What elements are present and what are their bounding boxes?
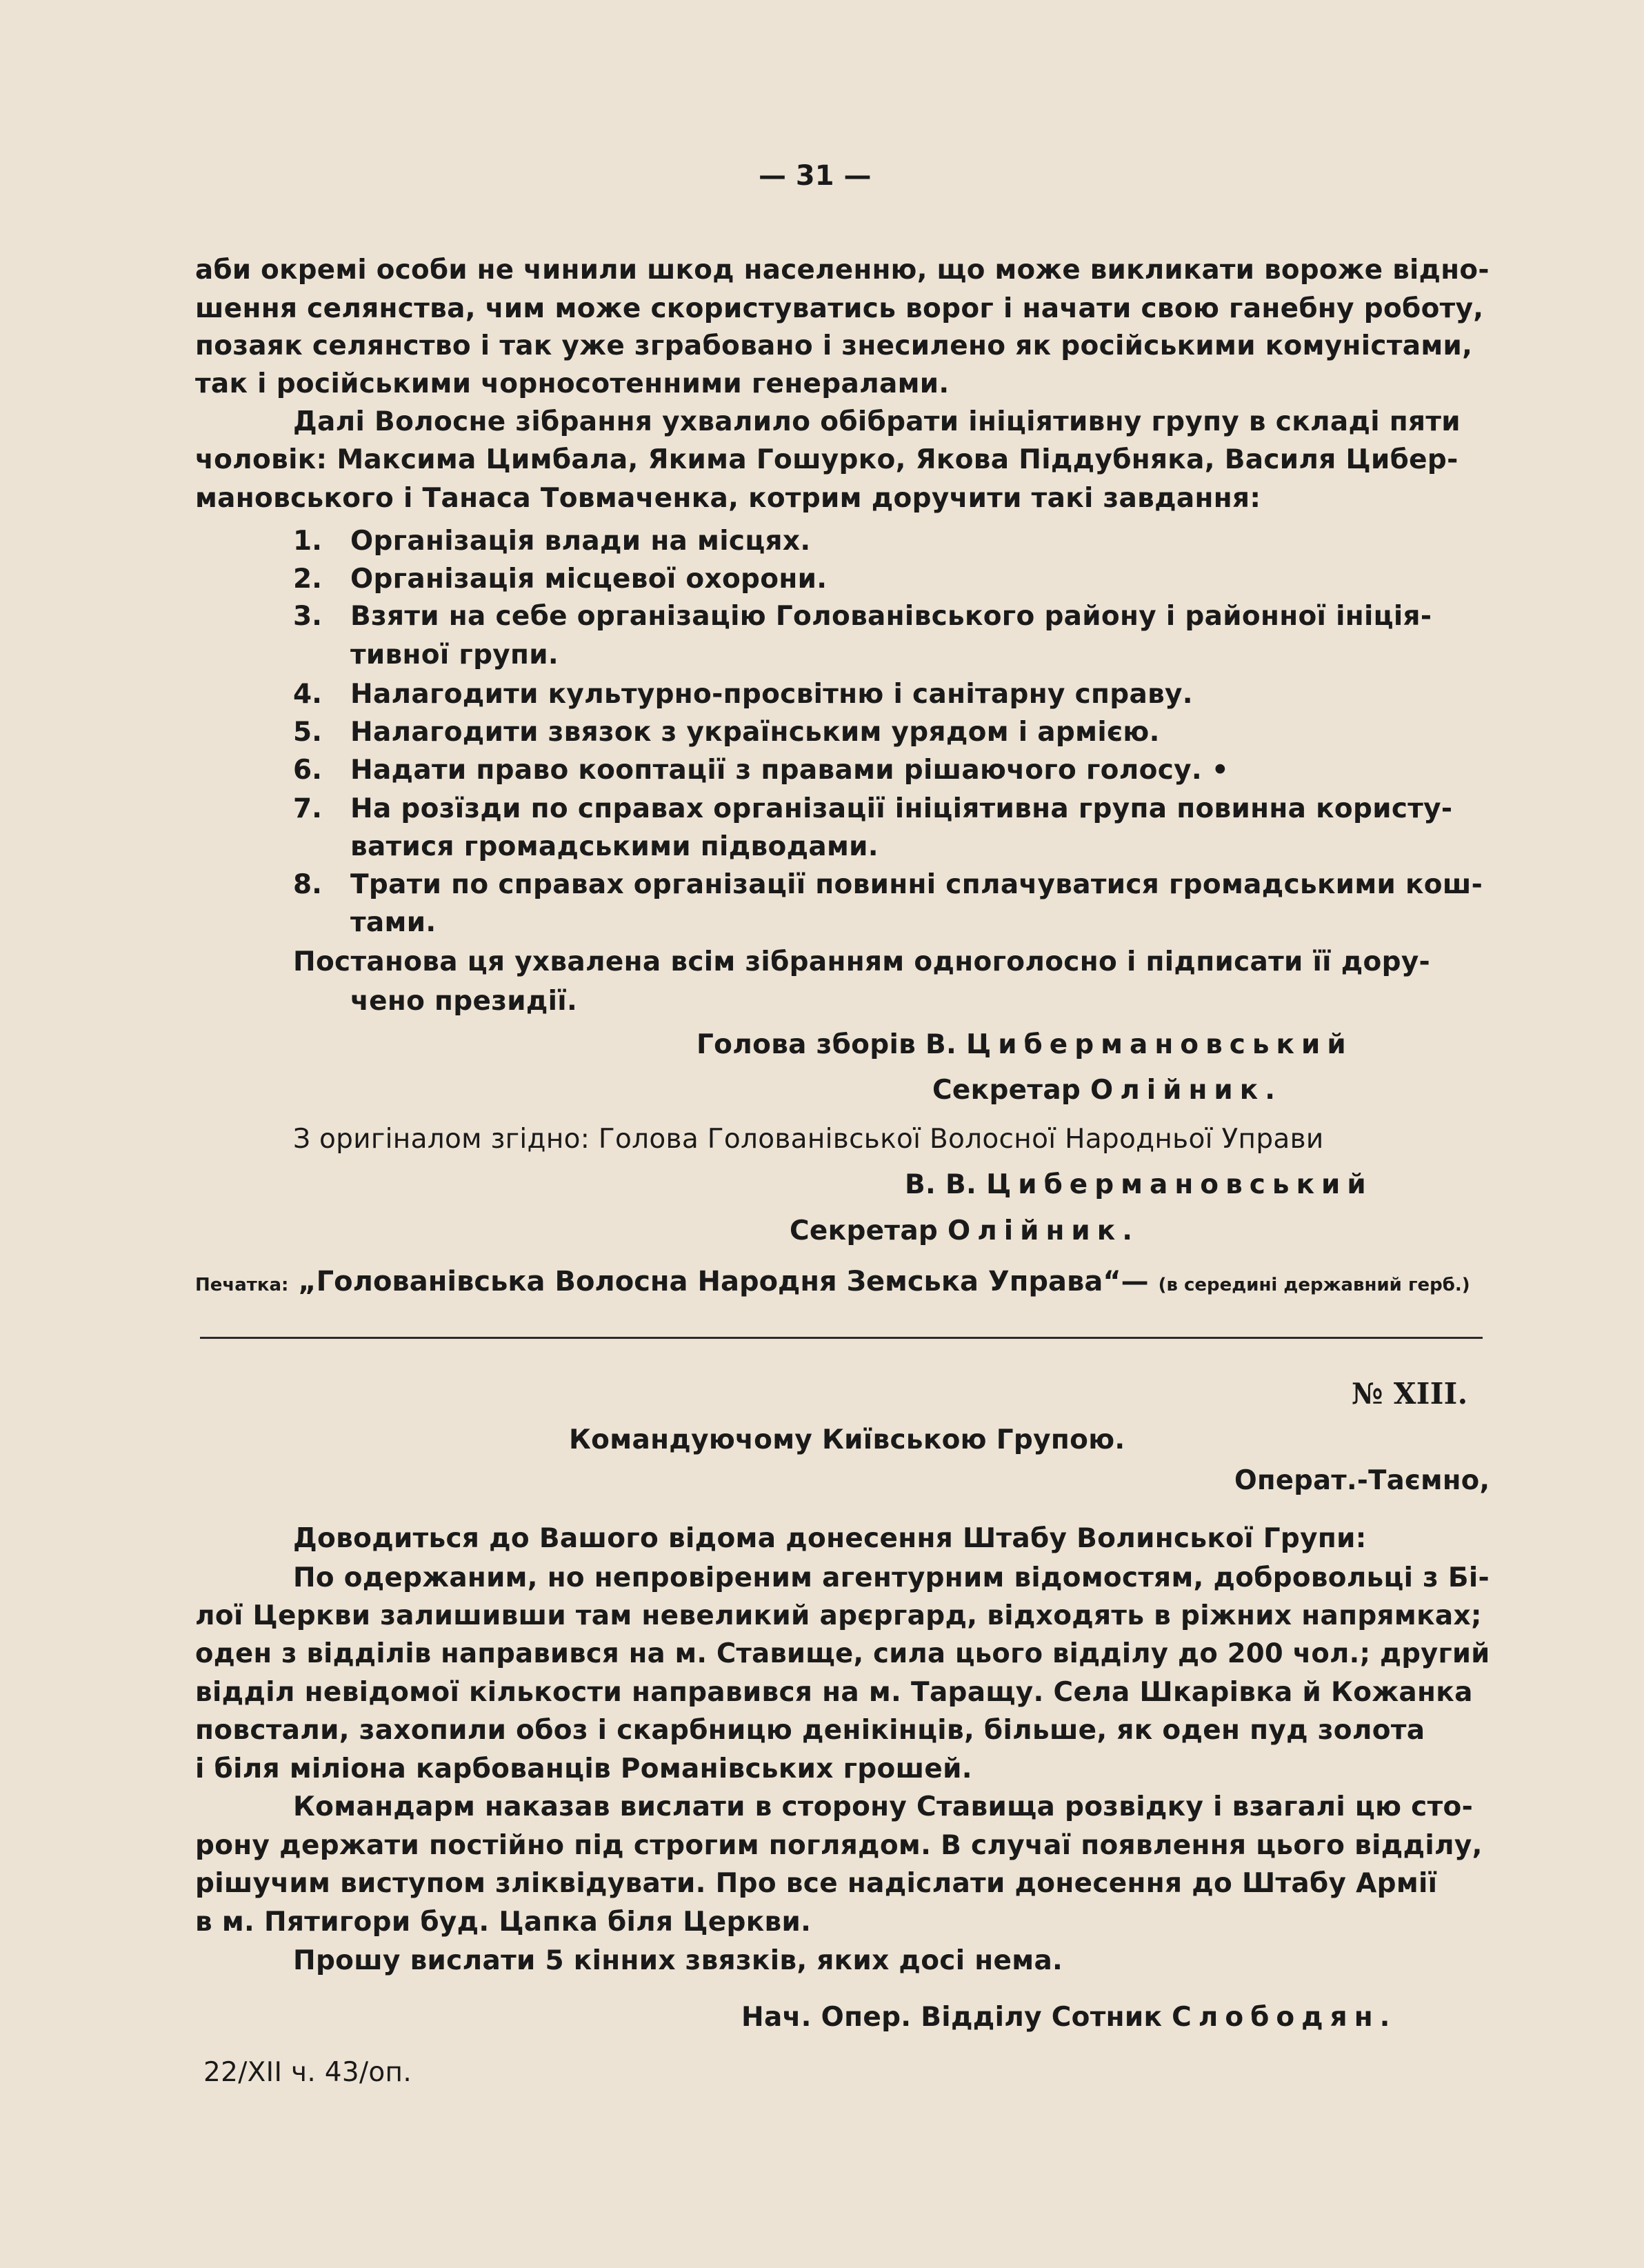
chair-signature (905, 1171, 1373, 1198)
secretary-signature (932, 1077, 1282, 1104)
paragraph-line: так і російськими чорносотенними генералами. (195, 368, 950, 399)
paragraph-line: Далі Волосне зібрання ухвалило обібрати ініціятивну групу в складі пяти (293, 406, 1461, 437)
secretary-title: Секретар (790, 1215, 939, 1246)
list-item-continuation: ватися громадськими підводами. (350, 831, 879, 862)
seal-note (195, 1268, 1470, 1295)
report-line: і біля міліона карбованців Романівських грошей. (195, 1753, 972, 1784)
seal-description: (в середині державний герб.) (1158, 1275, 1470, 1295)
reference-number: 22/XII ч. 43/оп. (203, 2057, 412, 2088)
document-number: № XIII. (1352, 1377, 1468, 1411)
secretary-signature (790, 1217, 1139, 1244)
chair-name: Цибермановський (966, 1029, 1353, 1060)
paragraph-line: мановського і Танаса Товмаченка, котрим доручити такі завдання: (195, 483, 1261, 514)
list-item: Налагодити культурно-просвітню і санітарну справу. (350, 679, 1193, 710)
list-item-continuation: тивної групи. (350, 639, 559, 670)
paragraph-line: аби окремі особи не чинили шкод населенню, що може викликати вороже відно- (195, 255, 1490, 286)
seal-label: Печатка: (195, 1275, 289, 1295)
report-line: відділ невідомої кількости направився на м. Таращу. Села Шкарівка й Кожанка (195, 1677, 1473, 1708)
report-line: в м. Пятигори буд. Цапка біля Церкви. (195, 1907, 812, 1938)
list-number: 6. (293, 755, 322, 786)
operations-signature (741, 2004, 1396, 2031)
report-line: Командарм наказав вислати в сторону Ставища розвідку і взагалі цю сто- (293, 1791, 1474, 1822)
chair-title: Голова зборів В. (696, 1029, 957, 1060)
list-number: 8. (293, 869, 322, 900)
report-line: оден з відділів направився на м. Ставище, сила цього відділу до 200 чол.; другий (195, 1638, 1490, 1669)
chair-name: Цибермановський (986, 1169, 1373, 1200)
list-number: 1. (293, 526, 322, 557)
paragraph-line: чоловік: Максима Цимбала, Якима Гошурко, Якова Піддубняка, Василя Цибер- (195, 444, 1458, 475)
seal-text: „Голованівська Волосна Народня Земська Управа“— (298, 1266, 1149, 1297)
secretary-name: Олійник. (948, 1215, 1140, 1246)
list-item-continuation: тами. (350, 907, 437, 938)
list-item: На розїзди по справах організації ініціятивна група повинна користу- (350, 793, 1453, 824)
report-line: По одержаним, но непровіреним агентурним відомостям, добровольці з Бі- (293, 1562, 1490, 1593)
classification: Оперaт.-Таємно, (1234, 1465, 1490, 1496)
list-item: Трати по справах організації повинні сплачуватися громадськими кош- (350, 869, 1483, 900)
chair-title: В. В. (905, 1169, 977, 1200)
report-line: рону держати постійно під строгим поглядом. В случаї появлення цього відділу, (195, 1830, 1483, 1861)
list-number: 5. (293, 717, 322, 748)
list-item: Організація місцевої охорони. (350, 564, 828, 595)
list-number: 2. (293, 564, 322, 595)
report-line: повстали, захопили обоз і скарбницю денікінців, більше, як оден пуд золота (195, 1715, 1425, 1746)
secretary-name: Олійник. (1090, 1075, 1283, 1106)
resolution-line: чено президії. (350, 986, 578, 1017)
list-item: Взяти на себе організацію Голованівського району і районної ініція- (350, 601, 1432, 632)
list-item: Налагодити звязок з українським урядом і армією. (350, 717, 1160, 748)
list-item: Надати право кооптації з правами рішаючого голосу. • (350, 755, 1230, 786)
list-number: 3. (293, 601, 322, 632)
paragraph-line: шення селянства, чим може скористуватись ворог і начати свою ганебну роботу, (195, 293, 1484, 324)
addressee: Командуючому Київською Групою. (569, 1424, 1125, 1455)
resolution-line: Постанова ця ухвалена всім зібранням одноголосно і підписати її дору- (293, 946, 1431, 977)
intro-line: Доводиться до Вашого відома донесення Штабу Волинської Групи: (293, 1523, 1367, 1554)
report-line: лої Церкви залишивши там невеликий арєргард, відходять в ріжних напрямках; (195, 1600, 1482, 1631)
list-number: 7. (293, 793, 322, 824)
page-number: — 31 — (759, 160, 872, 192)
report-line: рішучим виступом зліквідувати. Про все надіслати донесення до Штабу Армії (195, 1868, 1438, 1899)
secretary-title: Секретар (932, 1075, 1081, 1106)
copy-attestation: З оригіналом згідно: Голова Голованівської Волосної Народньої Управи (293, 1124, 1324, 1155)
paragraph-line: позаяк селянство і так уже зграбовано і знесилено як російськими комуністами, (195, 330, 1473, 361)
list-number: 4. (293, 679, 322, 710)
report-line: Прошу вислати 5 кінних звязків, яких досі нема. (293, 1945, 1063, 1976)
signature-name: Слободян. (1172, 2002, 1397, 2033)
section-divider (200, 1337, 1483, 1339)
list-item: Організація влади на місцях. (350, 526, 811, 557)
signature-title: Нач. Опер. Відділу Сотник (741, 2002, 1163, 2033)
chair-signature (696, 1031, 1353, 1058)
